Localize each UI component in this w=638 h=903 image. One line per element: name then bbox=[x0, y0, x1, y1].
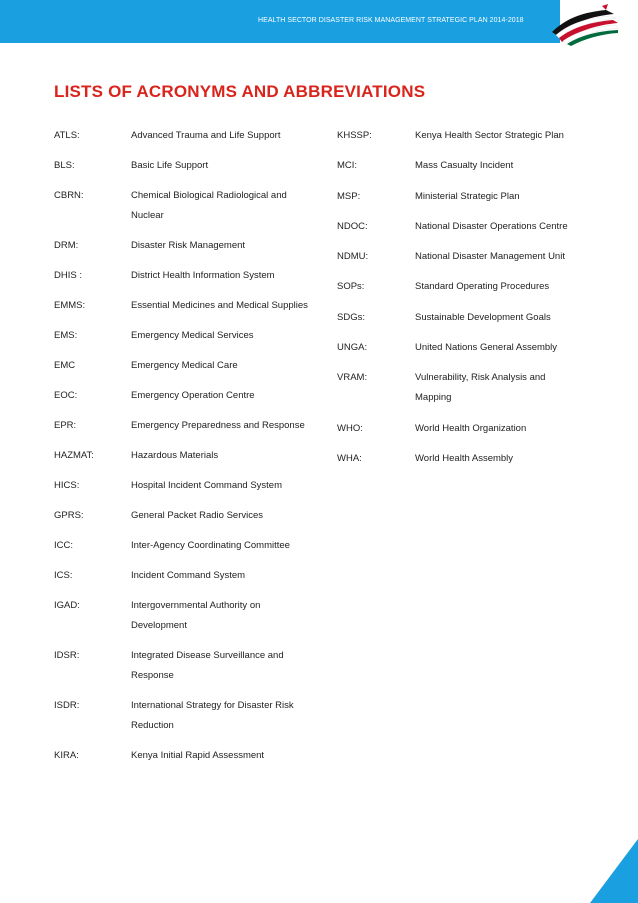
acronym-entry bbox=[54, 416, 316, 436]
acronym-definition: Basic Life Support bbox=[131, 160, 209, 171]
acronym-definition: General Packet Radio Services bbox=[131, 510, 264, 521]
acronym-definition: Emergency Medical Services bbox=[131, 330, 254, 341]
acronym-definition: Vulnerability, Risk Analysis and Mapping bbox=[415, 372, 546, 404]
acronym-entry bbox=[54, 126, 316, 146]
acronym-entry bbox=[54, 646, 316, 686]
acronym-entry bbox=[337, 156, 582, 176]
acronym-entry bbox=[54, 696, 316, 736]
acronym-definition: National Disaster Operations Centre bbox=[415, 220, 568, 232]
acronym-definition: Chemical Biological Radiological and Nuclear bbox=[131, 190, 287, 221]
acronym-definition: Hazardous Materials bbox=[131, 450, 219, 461]
acronym-entry bbox=[54, 596, 316, 636]
acronym-entry bbox=[54, 566, 316, 586]
acronym-entry bbox=[54, 506, 316, 526]
acronym-abbr: HICS: bbox=[54, 480, 80, 491]
acronym-abbr: NDOC: bbox=[337, 220, 368, 232]
acronym-entry bbox=[337, 217, 582, 237]
acronym-entry bbox=[54, 156, 316, 176]
acronym-definition: Emergency Medical Care bbox=[131, 360, 238, 371]
acronym-abbr: HAZMAT: bbox=[54, 450, 94, 461]
acronym-entry bbox=[54, 356, 316, 376]
acronym-definition: Inter-Agency Coordinating Committee bbox=[131, 540, 290, 551]
acronym-entry bbox=[54, 446, 316, 466]
acronym-abbr: WHA: bbox=[337, 452, 362, 464]
acronym-abbr: VRAM: bbox=[337, 372, 368, 384]
acronym-entry bbox=[54, 386, 316, 406]
acronym-abbr: CBRN: bbox=[54, 190, 84, 201]
acronym-entry bbox=[337, 338, 582, 358]
acronym-entry bbox=[54, 536, 316, 556]
kenya-flag-ribbon-logo-icon bbox=[548, 2, 620, 46]
acronym-list-left bbox=[54, 126, 316, 776]
acronym-definition: Emergency Operation Centre bbox=[131, 390, 255, 401]
acronym-definition: Advanced Trauma and Life Support bbox=[131, 130, 281, 141]
acronym-entry bbox=[54, 266, 316, 286]
acronym-abbr: DRM: bbox=[54, 240, 79, 251]
acronym-entry bbox=[54, 326, 316, 346]
acronym-abbr: GPRS: bbox=[54, 510, 84, 521]
acronym-abbr: ICC: bbox=[54, 540, 73, 551]
acronym-abbr: KHSSP: bbox=[337, 130, 372, 141]
acronym-definition: District Health Information System bbox=[131, 270, 275, 281]
acronym-abbr: UNGA: bbox=[337, 342, 368, 354]
acronym-abbr: EMS: bbox=[54, 330, 78, 341]
acronym-abbr: ICS: bbox=[54, 570, 73, 581]
acronym-entry bbox=[337, 187, 582, 207]
acronym-entry bbox=[54, 746, 316, 766]
acronym-entry bbox=[337, 126, 582, 146]
acronym-abbr: SDGs: bbox=[337, 311, 365, 323]
acronym-definition: Kenya Health Sector Strategic Plan bbox=[415, 130, 564, 141]
acronym-abbr: MCI: bbox=[337, 160, 358, 172]
acronym-definition: Kenya Initial Rapid Assessment bbox=[131, 750, 265, 761]
acronym-definition: National Disaster Management Unit bbox=[415, 251, 565, 263]
acronym-entry bbox=[54, 296, 316, 316]
acronym-abbr: NDMU: bbox=[337, 251, 369, 263]
acronym-abbr: IGAD: bbox=[54, 600, 80, 611]
acronym-entry bbox=[54, 186, 316, 226]
acronym-definition: Intergovernmental Authority on Development bbox=[131, 600, 261, 631]
acronym-abbr: WHO: bbox=[337, 422, 363, 434]
acronym-abbr: EPR: bbox=[54, 420, 77, 431]
acronym-list-right bbox=[337, 126, 582, 479]
acronym-definition: International Strategy for Disaster Risk Reduction bbox=[131, 700, 294, 731]
page-number: v bbox=[606, 857, 610, 866]
acronym-definition: Essential Medicines and Medical Supplies bbox=[131, 300, 308, 311]
acronym-abbr: DHIS : bbox=[54, 270, 82, 281]
acronym-abbr: EMMS: bbox=[54, 300, 86, 311]
acronym-entry bbox=[54, 236, 316, 256]
acronym-definition: Ministerial Strategic Plan bbox=[415, 190, 520, 202]
acronym-entry bbox=[337, 419, 582, 439]
acronym-abbr: SOPs: bbox=[337, 281, 365, 293]
acronym-definition: Sustainable Development Goals bbox=[415, 311, 551, 323]
acronym-definition: World Health Assembly bbox=[415, 452, 514, 464]
acronym-abbr: EOC: bbox=[54, 390, 78, 401]
acronym-entry bbox=[54, 476, 316, 496]
acronym-definition: Disaster Risk Management bbox=[131, 240, 246, 251]
acronym-entry bbox=[337, 449, 582, 469]
acronym-abbr: MSP: bbox=[337, 190, 361, 202]
acronym-abbr: ISDR: bbox=[54, 700, 80, 711]
acronym-definition: Standard Operating Procedures bbox=[415, 281, 550, 293]
acronym-entry bbox=[337, 368, 582, 408]
acronym-definition: Hospital Incident Command System bbox=[131, 480, 283, 491]
acronym-definition: United Nations General Assembly bbox=[415, 342, 558, 354]
acronym-entry bbox=[337, 308, 582, 328]
header-title: HEALTH SECTOR DISASTER RISK MANAGEMENT STRATEGIC PLAN 2014-2018 bbox=[258, 17, 524, 24]
acronym-abbr: BLS: bbox=[54, 160, 75, 171]
acronym-abbr: ATLS: bbox=[54, 130, 80, 141]
acronym-definition: Incident Command System bbox=[131, 570, 246, 581]
acronym-definition: World Health Organization bbox=[415, 422, 527, 434]
acronym-entry bbox=[337, 277, 582, 297]
acronym-entry bbox=[337, 247, 582, 267]
acronym-abbr: IDSR: bbox=[54, 650, 80, 661]
page-number-tab bbox=[590, 839, 638, 903]
acronym-abbr: EMC bbox=[54, 360, 76, 371]
acronym-definition: Integrated Disease Surveillance and Response bbox=[131, 650, 284, 681]
acronym-definition: Emergency Preparedness and Response bbox=[131, 420, 305, 431]
acronym-definition: Mass Casualty Incident bbox=[415, 160, 514, 172]
page-title: LISTS OF ACRONYMS AND ABBREVIATIONS bbox=[54, 82, 426, 101]
acronym-abbr: KIRA: bbox=[54, 750, 79, 761]
